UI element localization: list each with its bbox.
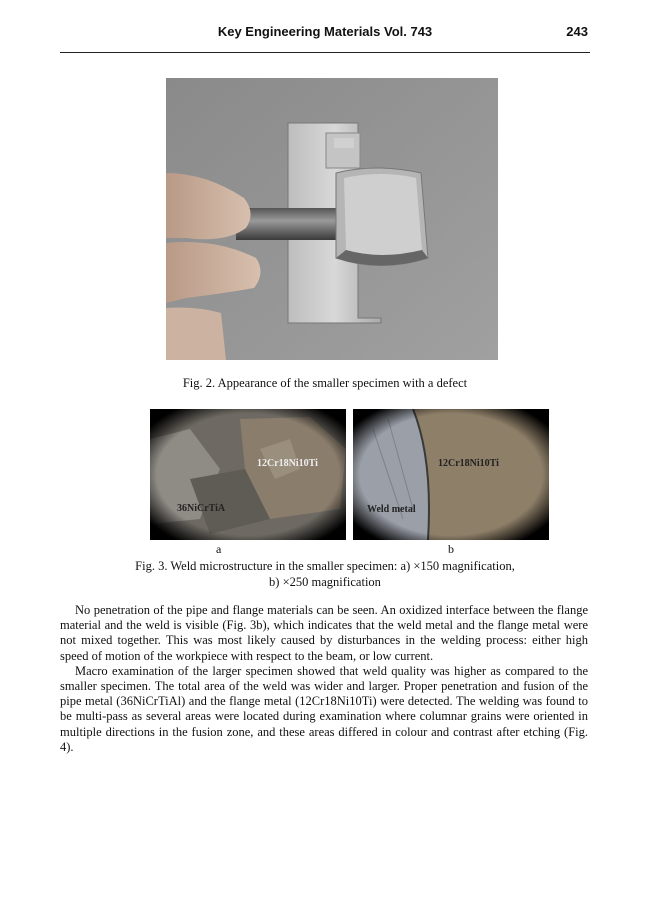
panel-b-upper-label: 12Cr18Ni10Ti <box>438 458 499 469</box>
micrograph-a-drawing <box>150 409 346 540</box>
paragraph-1: No penetration of the pipe and flange materials can be seen. An oxidized interface between the flange material and the weld is visible (Fig. 3b), which indicates that the weld metal and the flange metal were not mixed together. This was most likely caused by disturbances in the welding process: either high speed of motion of the workpiece with respect to the beam, or low current. <box>60 603 588 663</box>
panel-a-upper-label: 12Cr18Ni10Ti <box>257 458 318 469</box>
panel-b-lower-label: Weld metal <box>367 504 416 515</box>
figure3-caption <box>60 558 590 590</box>
micrograph-b <box>353 409 549 540</box>
panel-a-sublabel: a <box>216 542 222 556</box>
body-text <box>60 603 588 755</box>
panel-a-lower-label: 36NiCrTiA <box>177 503 226 514</box>
journal-title: Key Engineering Materials Vol. 743 <box>217 24 433 39</box>
micrograph-a <box>150 409 346 540</box>
micrograph-b-drawing <box>353 409 549 540</box>
specimen-photo <box>166 78 498 360</box>
figure3-caption-line2: b) ×250 magnification <box>269 575 381 589</box>
specimen-photo-drawing <box>166 78 498 360</box>
figure2-caption: Fig. 2. Appearance of the smaller specimen with a defect <box>182 376 468 390</box>
running-header <box>60 22 590 53</box>
page-number: 243 <box>566 24 588 39</box>
paragraph-2: Macro examination of the larger specimen showed that weld quality was higher as compared to the smaller specimen. The total area of the weld was wider and larger. Proper penetration and fusion of the pipe metal (36NiCrTiAl) and the flange metal (12Cr18Ni10Ti) were detected. The welding was found to be multi-pass as several areas were located during examination where columnar grains were oriented in multiple directions in the fusion zone, and these areas differed in colour and contrast after etching (Fig. 4). <box>60 663 588 754</box>
panel-b-sublabel: b <box>448 542 454 556</box>
figure3-caption-line1: Fig. 3. Weld microstructure in the smaller specimen: a) ×150 magnification, <box>135 559 515 573</box>
